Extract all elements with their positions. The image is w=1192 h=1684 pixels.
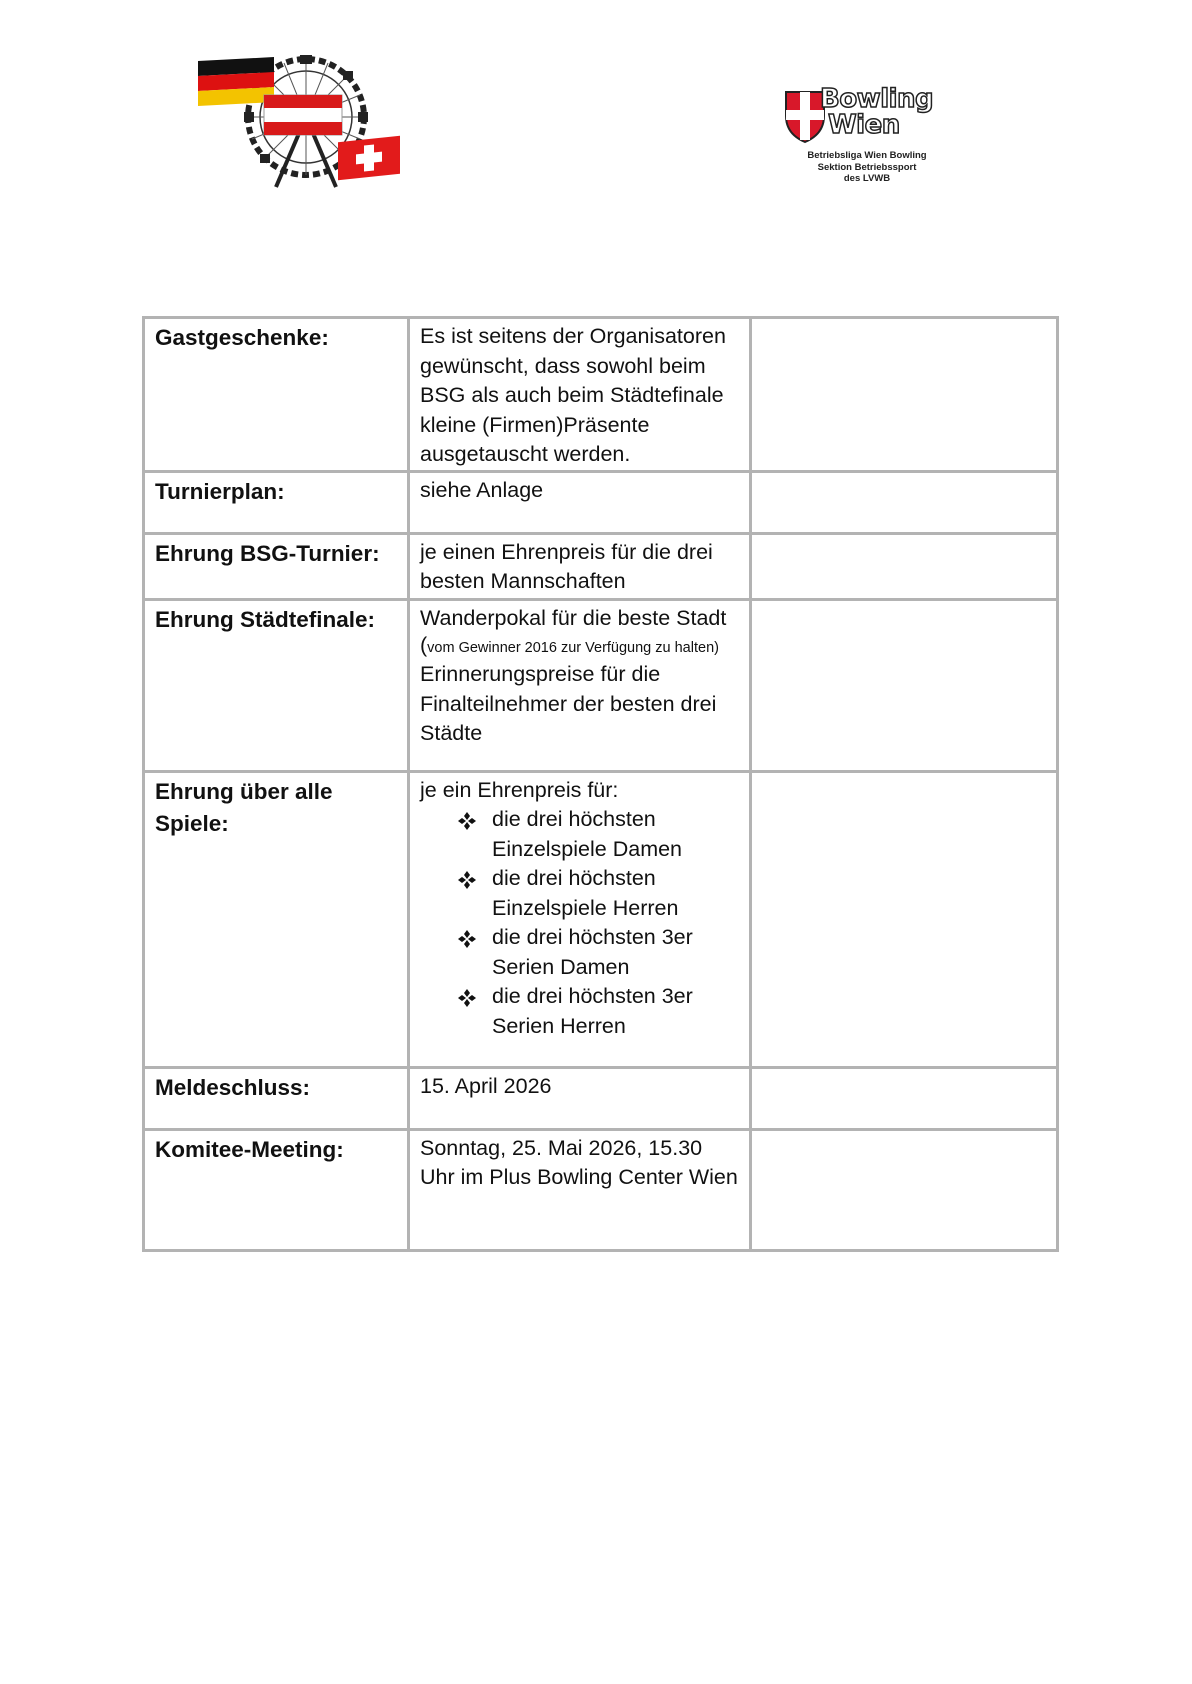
row-label-cell	[144, 471, 409, 533]
row-value: je einen Ehrenpreis für die drei besten Mannschaften	[420, 539, 713, 593]
row-label: Ehrung über alle Spiele:	[155, 778, 333, 836]
table-row-gastgeschenke	[144, 318, 1058, 472]
row-label: Gastgeschenke:	[155, 325, 329, 350]
row-value: Sonntag, 25. Mai 2026, 15.30 Uhr im Plus Bowling Center Wien	[420, 1135, 738, 1189]
row-label-cell	[144, 1129, 409, 1250]
row-value-cell	[409, 771, 751, 1067]
row-label: Meldeschluss:	[155, 1074, 311, 1100]
row-label: Komitee-Meeting:	[155, 1136, 344, 1162]
row-value-secondary: Erinnerungspreise für die Finalteilnehmer der besten drei Städte	[420, 662, 717, 745]
list-item: die drei höchsten 3er Serien Damen	[458, 923, 741, 982]
row-note: (vom Gewinner 2016 zur Verfügung zu halten)	[420, 633, 719, 657]
table-row-komitee-meeting	[144, 1129, 1058, 1250]
row-label: Ehrung Städtefinale:	[155, 606, 376, 632]
four-diamond-bullet-icon	[458, 989, 476, 1007]
row-value: 15. April 2026	[420, 1073, 552, 1098]
row-empty-cell	[751, 533, 1058, 599]
row-empty-cell	[751, 771, 1058, 1067]
row-value-cell	[409, 599, 751, 771]
bowling-wien-subtitle: Betriebsliga Wien Bowling Sektion Betriebssport des LVWB	[807, 150, 927, 184]
row-empty-cell	[751, 318, 1058, 472]
table-row-ehrung-bsg	[144, 533, 1058, 599]
tournament-info-table	[142, 316, 1059, 1252]
table-row-turnierplan	[144, 471, 1058, 533]
row-value-cell	[409, 1129, 751, 1250]
row-value-cell	[409, 533, 751, 599]
row-label: Ehrung BSG-Turnier:	[155, 540, 380, 566]
austria-flag-icon	[264, 95, 342, 135]
switzerland-flag-icon	[338, 136, 400, 181]
list-item: die drei höchsten Einzelspiele Damen	[458, 805, 741, 864]
row-label-cell	[144, 771, 409, 1067]
row-value: siehe Anlage	[420, 477, 544, 502]
row-value: Es ist seitens der Organisatoren gewünscht, dass sowohl beim BSG als auch beim Städtefinale kleine (Firmen)Präsente ausgetauscht werden.	[420, 324, 726, 466]
row-intro: je ein Ehrenpreis für:	[420, 777, 619, 802]
row-label-cell	[144, 533, 409, 599]
four-diamond-bullet-icon	[458, 871, 476, 889]
row-empty-cell	[751, 1129, 1058, 1250]
row-empty-cell	[751, 471, 1058, 533]
four-diamond-bullet-icon	[458, 930, 476, 948]
row-label: Turnierplan:	[155, 478, 285, 504]
list-item: die drei höchsten 3er Serien Herren	[458, 982, 741, 1041]
list-item: die drei höchsten Einzelspiele Herren	[458, 864, 741, 923]
bowling-wien-logo	[782, 86, 948, 186]
row-value-cell	[409, 1067, 751, 1129]
table-row-meldeschluss	[144, 1067, 1058, 1129]
four-diamond-bullet-icon	[458, 812, 476, 830]
row-empty-cell	[751, 1067, 1058, 1129]
bullet-list	[420, 805, 741, 1041]
row-label-cell	[144, 599, 409, 771]
row-empty-cell	[751, 599, 1058, 771]
row-value-cell	[409, 471, 751, 533]
germany-flag-icon	[198, 57, 274, 106]
row-label-cell	[144, 318, 409, 472]
table-row-ehrung-alle-spiele	[144, 771, 1058, 1067]
row-value-cell	[409, 318, 751, 472]
bowling-wien-wordmark: Bowling Wien	[820, 84, 934, 140]
row-label-cell	[144, 1067, 409, 1129]
flags-ferris-wheel-logo	[198, 55, 408, 190]
row-value: Wanderpokal für die beste Stadt	[420, 605, 727, 630]
table-row-ehrung-staedtefinale	[144, 599, 1058, 771]
